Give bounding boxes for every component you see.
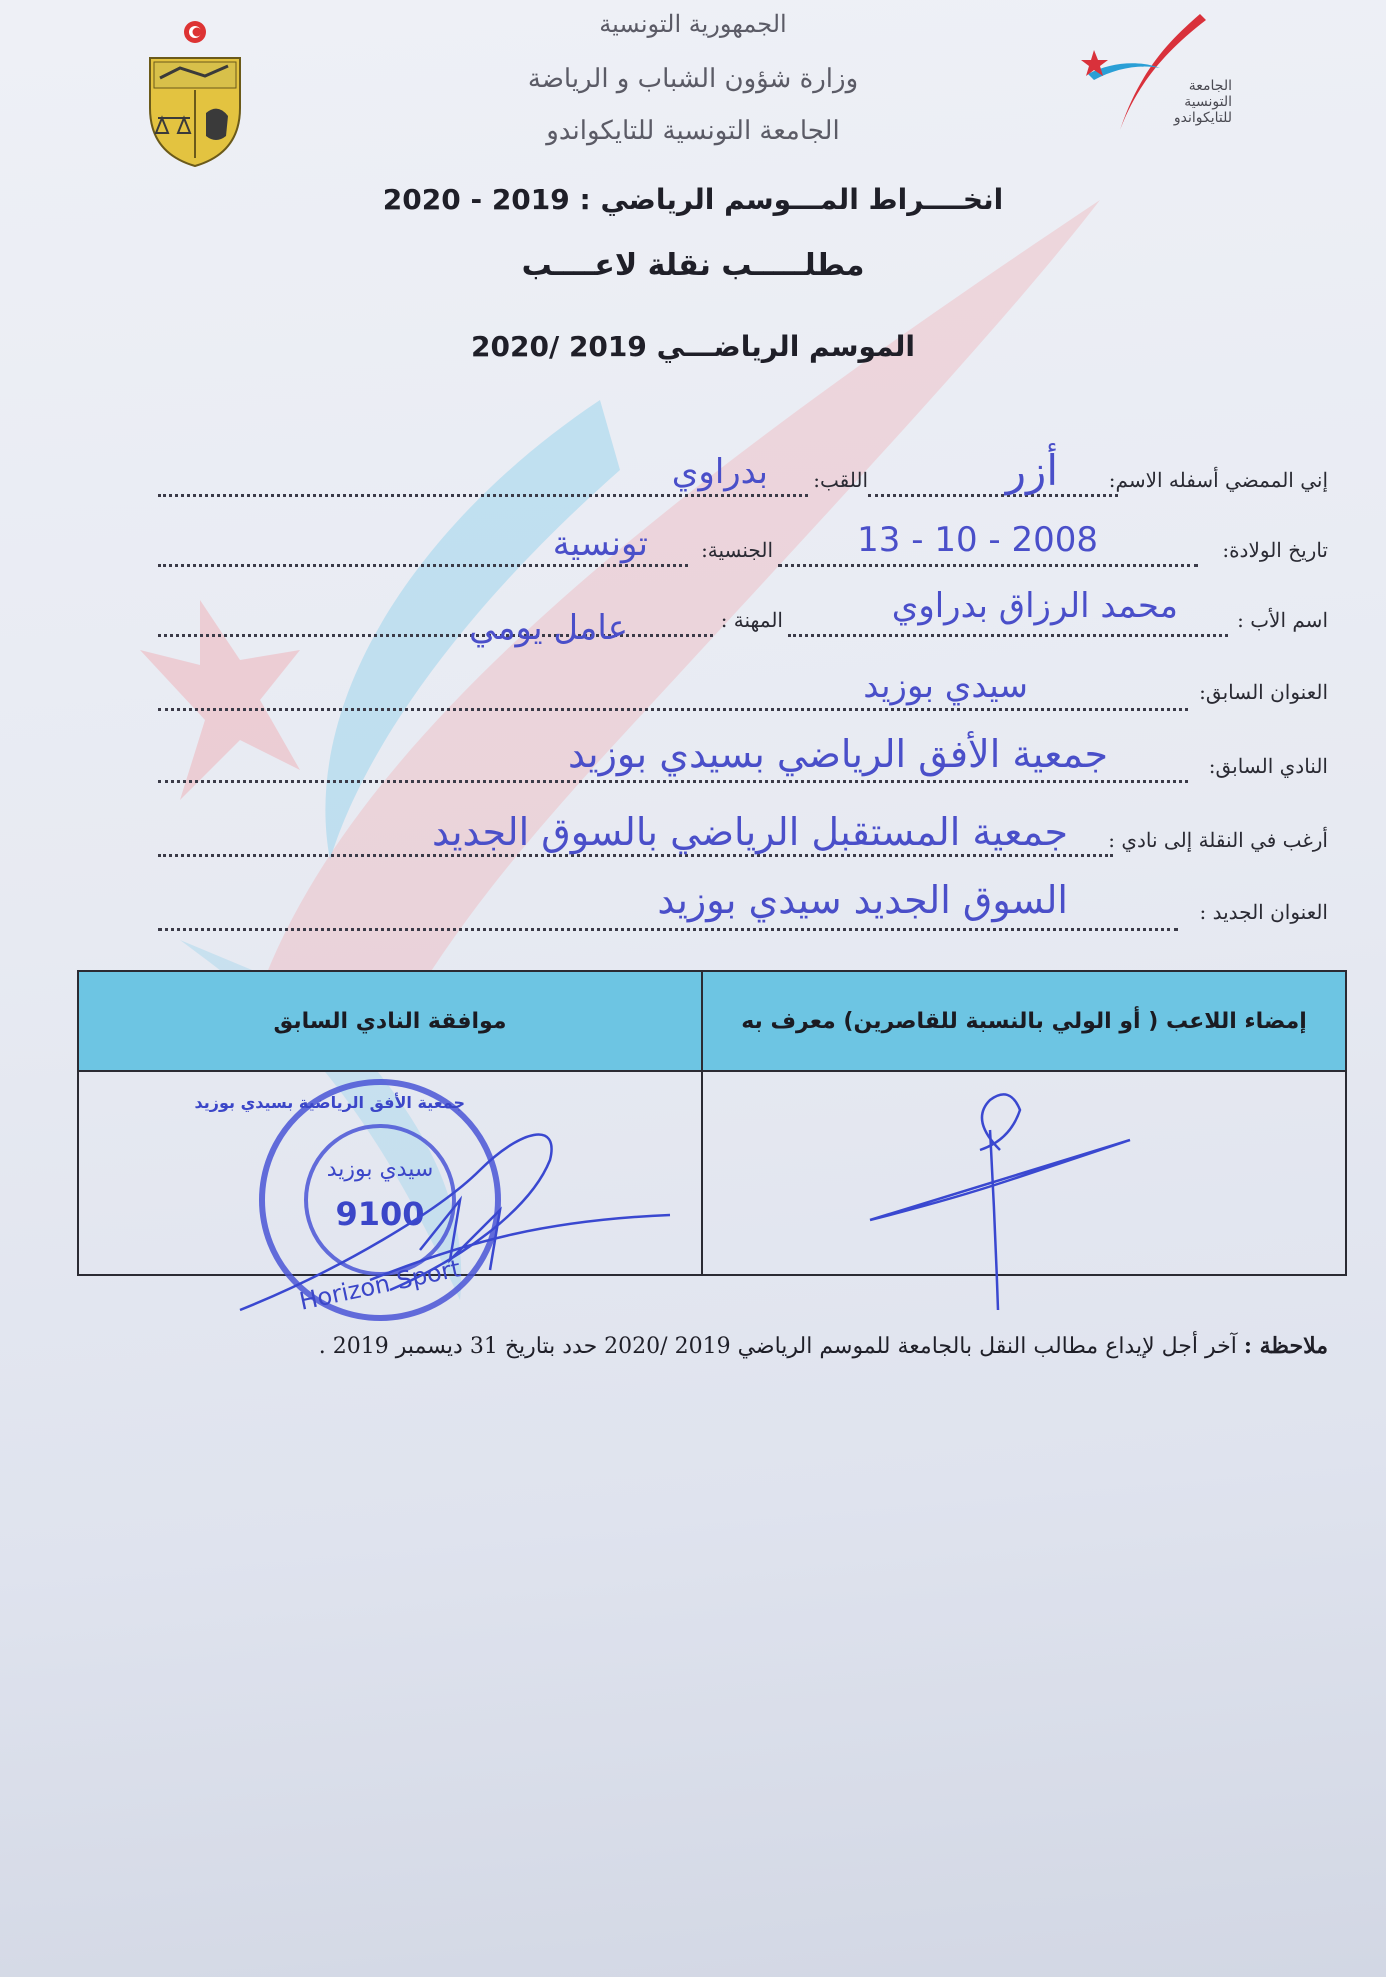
logo-line-2: التونسية: [1184, 94, 1232, 110]
stamp-code: 9100: [335, 1195, 425, 1233]
father-line[interactable]: [788, 634, 1228, 637]
logo-line-1: الجامعة: [1188, 78, 1232, 94]
club-approval-header: موافقة النادي السابق: [78, 971, 702, 1071]
transfer-request-title: مطلـــــب نقلة لاعــــب: [521, 248, 865, 283]
player-signature-header: إمضاء اللاعب ( أو الولي بالنسبة للقاصرين) معرف به: [702, 971, 1346, 1071]
father-value: محمد الرزاق بدراوي: [891, 586, 1178, 626]
logo-line-3: للتايكواندو: [1173, 110, 1232, 126]
job-label: المهنة :: [720, 608, 783, 632]
row-name: [158, 446, 1328, 500]
name-label: إني الممضي أسفله الاسم:: [1108, 468, 1328, 492]
old-address-line[interactable]: [158, 708, 1188, 711]
new-address-label: العنوان الجديد :: [1199, 900, 1328, 924]
stamp-city: سيدي بوزيد: [326, 1157, 434, 1182]
surname-label: اللقب:: [813, 468, 868, 492]
birth-line[interactable]: [778, 564, 1198, 567]
new-address-line[interactable]: [158, 928, 1178, 931]
job-line[interactable]: [158, 634, 713, 637]
row-old-address: [158, 666, 1328, 712]
row-birth: [158, 520, 1328, 570]
ministry-heading: وزارة شؤون الشباب و الرياضة: [527, 64, 859, 94]
old-club-line[interactable]: [158, 780, 1188, 783]
registration-season-title: انخــــراط المـــوسم الرياضي : 2019 - 2020: [382, 183, 1004, 216]
nationality-label: الجنسية:: [701, 538, 773, 562]
row-new-club: [158, 810, 1328, 860]
row-father: [158, 586, 1328, 648]
row-new-address: [158, 878, 1328, 932]
surname-value: بدراوي: [671, 452, 768, 492]
nationality-value: تونسية: [552, 524, 648, 564]
club-signature: [194, 1090, 690, 1330]
nationality-line[interactable]: [158, 564, 688, 567]
birth-label: تاريخ الولادة:: [1222, 538, 1328, 562]
republic-heading: الجمهورية التونسية: [599, 10, 787, 38]
old-club-label: النادي السابق:: [1208, 754, 1328, 778]
old-club-value: جمعية الأفق الرياضي بسيدي بوزيد: [568, 732, 1108, 776]
new-club-value: جمعية المستقبل الرياضي بالسوق الجديد: [432, 810, 1068, 854]
new-club-line[interactable]: [158, 854, 1113, 857]
surname-line[interactable]: [158, 494, 808, 497]
stamp-brand: Horizon Sport: [296, 1254, 464, 1316]
federation-heading: الجامعة التونسية للتايكواندو: [546, 116, 840, 146]
player-signature: [860, 1080, 1140, 1320]
stamp-ring-text: جمعية الأفق الرياضية بسيدي بوزيد: [194, 1093, 465, 1112]
father-label: اسم الأب :: [1237, 608, 1328, 632]
old-address-label: العنوان السابق:: [1199, 680, 1328, 704]
note-label: ملاحظة :: [1243, 1333, 1328, 1359]
name-value: أزر: [1005, 446, 1058, 495]
note-text: آخر أجل لإيداع مطالب النقل بالجامعة للموسم الرياضي 2019 /2020 حدد بتاريخ 31 ديسمبر 2019 .: [318, 1334, 1237, 1359]
season-title: الموسم الرياضـــي 2019 /2020: [471, 330, 915, 363]
job-value: عامل يومي: [469, 608, 628, 648]
new-club-label: أرغب في النقلة إلى نادي :: [1108, 828, 1328, 852]
birth-value: 13 - 10 - 2008: [857, 520, 1098, 560]
name-line[interactable]: [868, 494, 1118, 497]
row-old-club: [158, 732, 1328, 786]
deadline-note: [128, 1333, 1328, 1359]
new-address-value: السوق الجديد سيدي بوزيد: [657, 878, 1068, 922]
old-address-value: سيدي بوزيد: [863, 666, 1028, 706]
